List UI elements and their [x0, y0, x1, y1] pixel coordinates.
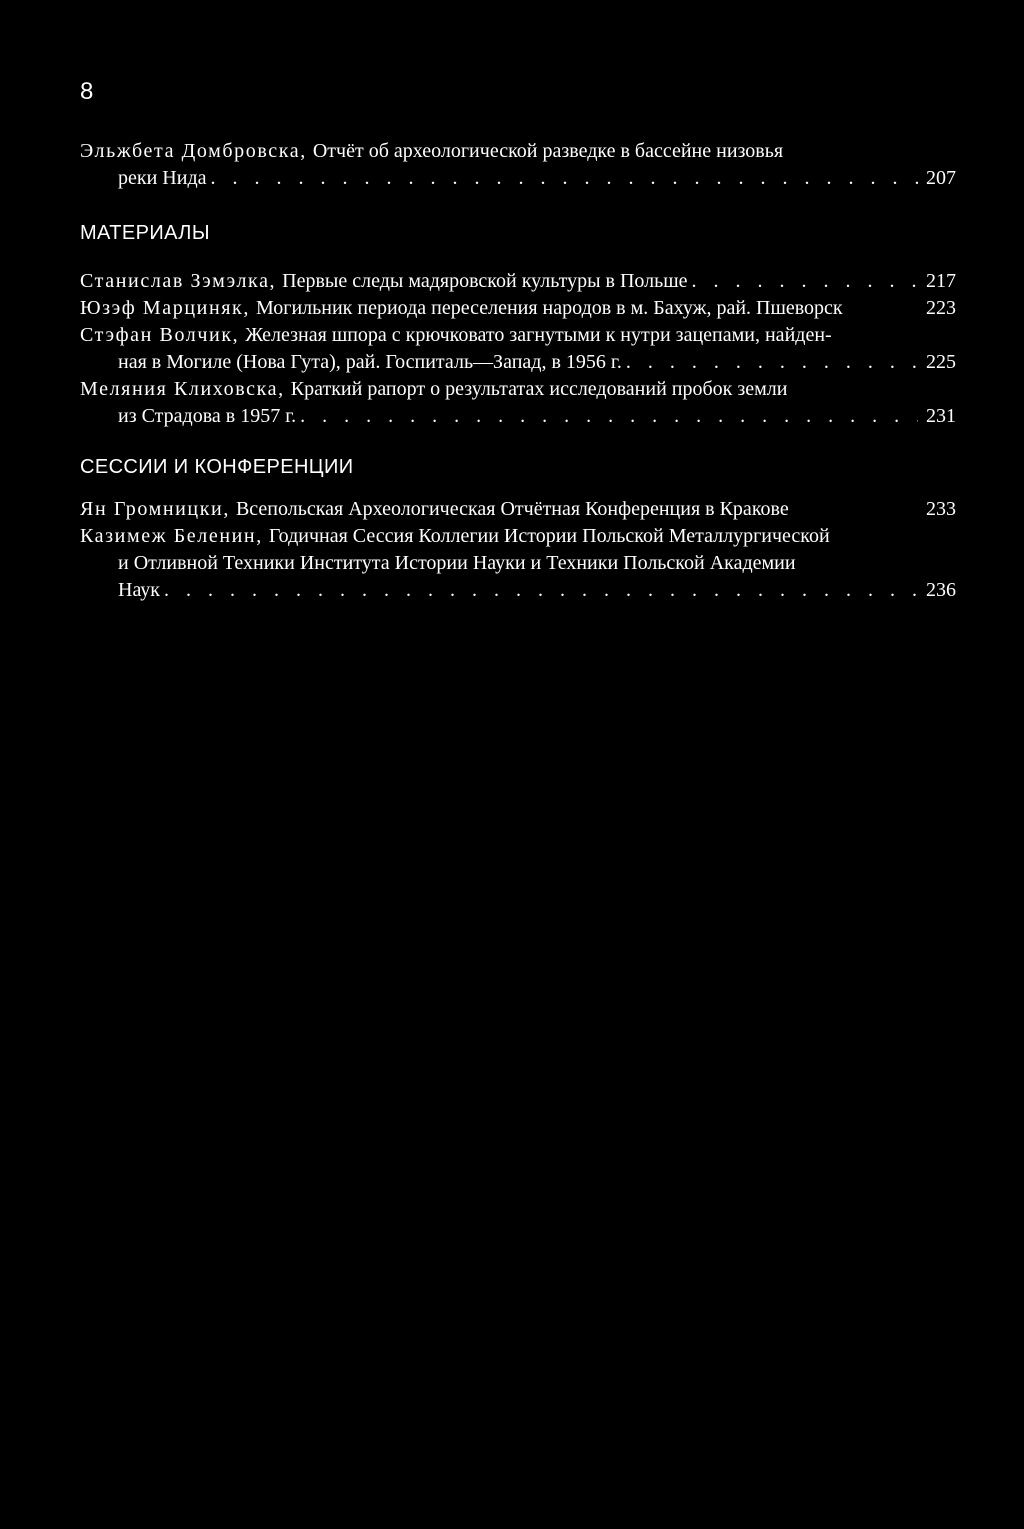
toc-entry-bielenin[interactable]: [80, 523, 956, 604]
leader-dots: [211, 165, 919, 192]
leader-dots: [164, 577, 918, 604]
leader-dots: [300, 403, 918, 430]
toc-entry-gromnicki[interactable]: [80, 496, 956, 523]
entry-page-ref: 217: [926, 270, 956, 292]
table-of-contents: [80, 138, 956, 604]
entry-page-ref: 223: [926, 297, 956, 319]
entry-author: Станислав Зэмэлка,: [80, 270, 277, 292]
entry-title-cont: Наук: [118, 579, 161, 601]
entry-author: Юзэф Марциняк,: [80, 297, 250, 319]
toc-entry-dombrowska[interactable]: [80, 138, 956, 192]
entry-title-cont: реки Нида: [118, 167, 207, 189]
toc-entry-marcyniak[interactable]: [80, 295, 956, 322]
leader-dots: [626, 349, 918, 376]
entry-page-ref: 207: [926, 167, 956, 189]
section-heading-materials: МАТЕРИАЛЫ: [80, 222, 210, 244]
entry-title: Всепольская Археологическая Отчётная Конференция в Кракове: [235, 498, 789, 520]
entry-title: Краткий рапорт о результатах исследований пробок земли: [290, 378, 788, 400]
toc-entry-zemelka[interactable]: [80, 268, 956, 295]
page-number: 8: [80, 78, 94, 105]
entry-title-cont: и Отливной Техники Института Истории Науки и Техники Польской Академии: [118, 552, 796, 574]
entry-author: Стэфан Волчик,: [80, 324, 240, 346]
section-heading-sessions: СЕССИИ И КОНФЕРЕНЦИИ: [80, 456, 354, 478]
entry-author: Эльжбета Домбровска,: [80, 140, 307, 162]
entry-page-ref: 233: [926, 498, 956, 520]
entry-page-ref: 225: [926, 351, 956, 373]
entry-title: Отчёт об археологической разведке в бассейне низовья: [312, 140, 784, 162]
toc-entry-wolczyk[interactable]: [80, 322, 956, 376]
entry-title: Могильник периода переселения народов в м. Бахуж, рай. Пшеворск: [255, 297, 843, 319]
leader-dots: [692, 268, 918, 295]
entry-title: Годичная Сессия Коллегии Истории Польской Металлургической: [268, 525, 830, 547]
entry-page-ref: 231: [926, 405, 956, 427]
toc-entry-klichowska[interactable]: [80, 376, 956, 430]
entry-title: Железная шпора с крючковато загнутыми к нутри зацепами, найден-: [245, 324, 832, 346]
entry-author: Казимеж Беленин,: [80, 525, 263, 547]
entry-title-cont: из Страдова в 1957 г.: [118, 405, 297, 427]
entry-author: Меляния Клиховска,: [80, 378, 285, 400]
entry-title: Первые следы мадяровской культуры в Польше: [282, 270, 688, 292]
entry-page-ref: 236: [926, 579, 956, 601]
entry-title-cont: ная в Могиле (Нова Гута), рай. Госпиталь—Запад, в 1956 г.: [118, 351, 622, 373]
entry-author: Ян Громницки,: [80, 498, 230, 520]
